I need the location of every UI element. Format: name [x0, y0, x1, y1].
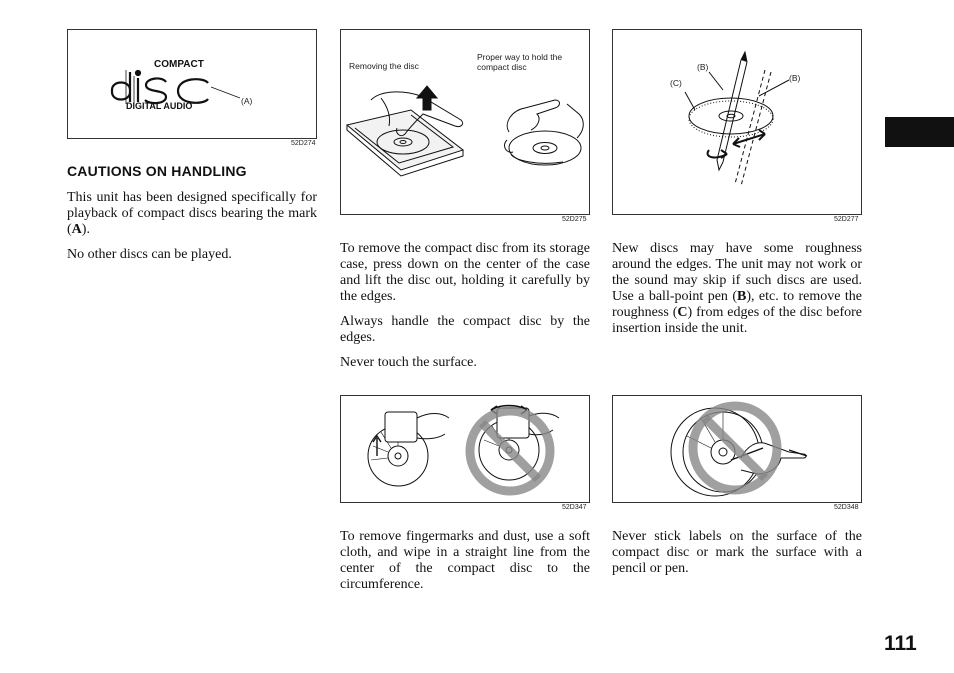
no-labels-illustration — [613, 396, 861, 502]
roughness-paragraph: New discs may have some roughness around the edges. The unit may not work or the sound may skip if such discs are used. Use a ball-point pen (B), etc. to remove the roughness (C) from edges of the disc before insertion inside the unit. — [612, 241, 863, 336]
figure-code: 52D347 — [562, 504, 587, 511]
label-b-left: (B) — [697, 62, 709, 72]
handle-edges-paragraph: Always handle the compact disc by the edges. — [340, 314, 590, 345]
figure-code: 52D348 — [834, 504, 859, 511]
wipe-disc-figure — [340, 395, 590, 503]
remove-disc-paragraph: To remove the compact disc from its storage case, press down on the center of the case and lift the disc out, holding it carefully by the edges. — [340, 241, 590, 304]
mark-paragraph: This unit has been designed specifically for playback of compact discs bearing the mark (A). — [67, 190, 317, 237]
right-column-text-lower — [612, 529, 862, 586]
section-heading: CAUTIONS ON HANDLING — [67, 163, 247, 179]
chapter-tab — [885, 117, 954, 147]
wipe-disc-illustration — [341, 396, 589, 502]
svg-text:COMPACT: COMPACT — [154, 59, 204, 70]
no-other-discs-paragraph: No other discs can be played. — [67, 247, 232, 262]
no-touch-paragraph: Never touch the surface. — [340, 355, 477, 370]
figure-code: 52D274 — [291, 140, 316, 147]
svg-text:DIGITAL AUDIO: DIGITAL AUDIO — [126, 101, 193, 111]
removing-disc-figure — [340, 29, 590, 215]
no-labels-paragraph: Never stick labels on the surface of the compact disc or mark the surface with a pencil or pen. — [612, 529, 862, 576]
compact-disc-logo — [68, 30, 316, 138]
figure-code: 52D277 — [834, 216, 859, 223]
fingermarks-paragraph: To remove fingermarks and dust, use a soft cloth, and wipe in a straight line from the center of the compact disc to the circumference. — [340, 529, 590, 592]
label-c: (C) — [670, 78, 682, 88]
caption-hold-disc: Proper way to hold the compact disc — [477, 52, 563, 72]
caption-removing-disc: Removing the disc — [349, 61, 419, 71]
figure-code: 52D275 — [562, 216, 587, 223]
removing-disc-illustration — [341, 30, 589, 214]
right-column-text — [612, 241, 862, 346]
roughness-figure — [612, 29, 862, 215]
left-column-text — [67, 190, 317, 272]
no-labels-figure — [612, 395, 862, 503]
middle-column-text — [340, 241, 590, 380]
middle-column-text-lower — [340, 529, 590, 602]
roughness-illustration — [613, 30, 861, 214]
label-a: (A) — [241, 96, 253, 106]
page-number: 111 — [884, 632, 917, 655]
compact-disc-logo-figure — [67, 29, 317, 139]
label-b-right: (B) — [789, 73, 801, 83]
